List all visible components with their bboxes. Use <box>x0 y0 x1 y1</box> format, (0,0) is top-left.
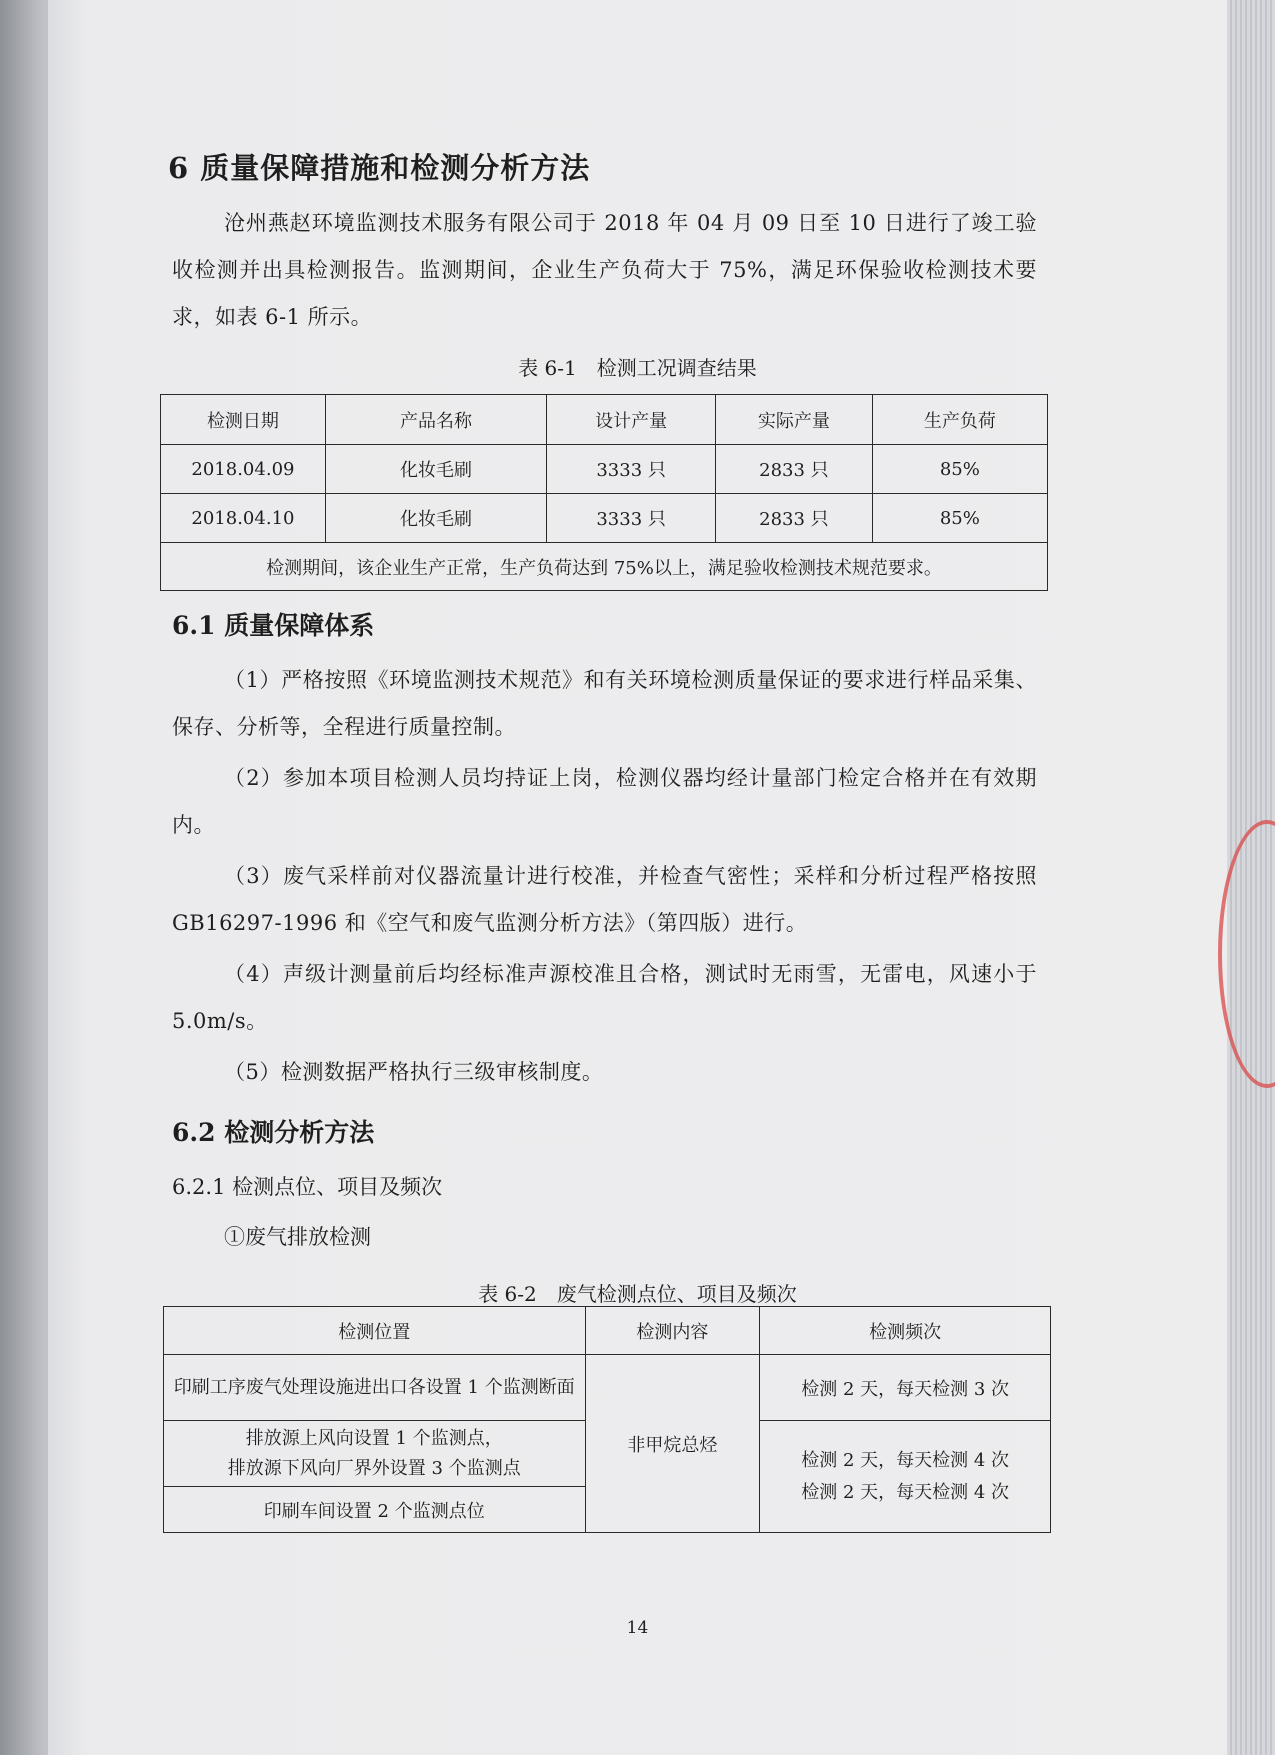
table-cell: 85% <box>872 494 1047 543</box>
table-header-cell: 产品名称 <box>325 395 546 445</box>
cell-line: 排放源上风向设置 1 个监测点， <box>245 1427 503 1449</box>
table-header-cell: 检测日期 <box>161 395 326 445</box>
table-header-row <box>164 1307 1051 1355</box>
table-cell: 非甲烷总烃 <box>585 1355 760 1533</box>
table-cell: 2018.04.10 <box>161 494 326 543</box>
quality-item-5: （5）检测数据严格执行三级审核制度。 <box>224 1060 604 1084</box>
table1-caption: 表 6-1 检测工况调查结果 <box>518 356 757 380</box>
subsection-6-2-1: 6.2.1 检测点位、项目及频次 <box>172 1175 443 1199</box>
chapter-heading: 6 质量保障措施和检测分析方法 <box>168 151 591 185</box>
table-cell: 2833 只 <box>716 445 873 494</box>
table-cell: 85% <box>872 445 1047 494</box>
table-cell: 印刷工序废气处理设施进出口各设置 1 个监测断面 <box>164 1355 586 1421</box>
quality-item-3: （3）废气采样前对仪器流量计进行校准，并检查气密性；采样和分析过程严格按照 GB16297-1996 和《空气和废气监测分析方法》（第四版）进行。 <box>172 864 1037 935</box>
table-header-row <box>161 395 1048 445</box>
quality-item-4: （4）声级计测量前后均经标准声源校准且合格，测试时无雨雪，无雷电，风速小于 5.0m/s。 <box>172 962 1037 1033</box>
section-6-2-title: 6.2 检测分析方法 <box>172 1118 375 1147</box>
table-header-cell: 生产负荷 <box>872 395 1047 445</box>
table-cell: 化妆毛刷 <box>325 494 546 543</box>
table-note: 检测期间，该企业生产正常，生产负荷达到 75%以上，满足验收检测技术规范要求。 <box>161 543 1048 591</box>
table-header-cell: 检测位置 <box>164 1307 586 1355</box>
table-cell: 检测 2 天，每天检测 3 次 <box>760 1355 1051 1421</box>
quality-item-1: （1）严格按照《环境监测技术规范》和有关环境检测质量保证的要求进行样品采集、保存、分析等，全程进行质量控制。 <box>172 668 1037 739</box>
cell-line: 检测 2 天，每天检测 4 次 <box>801 1449 1010 1471</box>
table-row <box>161 445 1048 494</box>
table-cell: 化妆毛刷 <box>325 445 546 494</box>
table-row <box>164 1355 1051 1421</box>
exhaust-item-label: ①废气排放检测 <box>224 1225 371 1249</box>
cell-line: 检测 2 天，每天检测 4 次 <box>801 1481 1010 1503</box>
table-header-cell: 设计产量 <box>547 395 716 445</box>
table-cell: 2018.04.09 <box>161 445 326 494</box>
cell-line: 排放源下风向厂界外设置 3 个监测点 <box>227 1457 521 1479</box>
intro-paragraph: 沧州燕赵环境监测技术服务有限公司于 2018 年 04 月 09 日至 10 日进行了竣工验收检测并出具检测报告。监测期间，企业生产负荷大于 75%，满足环保验收检测技术要求，如表 6-1 所示。 <box>172 211 1037 329</box>
table-cell: 印刷车间设置 2 个监测点位 <box>164 1487 586 1533</box>
table-cell: 2833 只 <box>716 494 873 543</box>
table-header-cell: 实际产量 <box>716 395 873 445</box>
operating-conditions-table <box>160 394 1048 591</box>
table2-caption: 表 6-2 废气检测点位、项目及频次 <box>478 1282 797 1306</box>
table-note-row <box>161 543 1048 591</box>
exhaust-monitoring-table <box>163 1306 1051 1533</box>
table-cell: 3333 只 <box>547 445 716 494</box>
table-header-cell: 检测内容 <box>585 1307 760 1355</box>
page-number: 14 <box>626 1618 649 1638</box>
quality-item-2: （2）参加本项目检测人员均持证上岗，检测仪器均经计量部门检定合格并在有效期内。 <box>172 766 1037 837</box>
section-6-1-title: 6.1 质量保障体系 <box>172 611 375 640</box>
table-cell <box>760 1421 1051 1533</box>
table-cell <box>164 1421 586 1487</box>
table-row <box>161 494 1048 543</box>
table-cell: 3333 只 <box>547 494 716 543</box>
table-header-cell: 检测频次 <box>760 1307 1051 1355</box>
